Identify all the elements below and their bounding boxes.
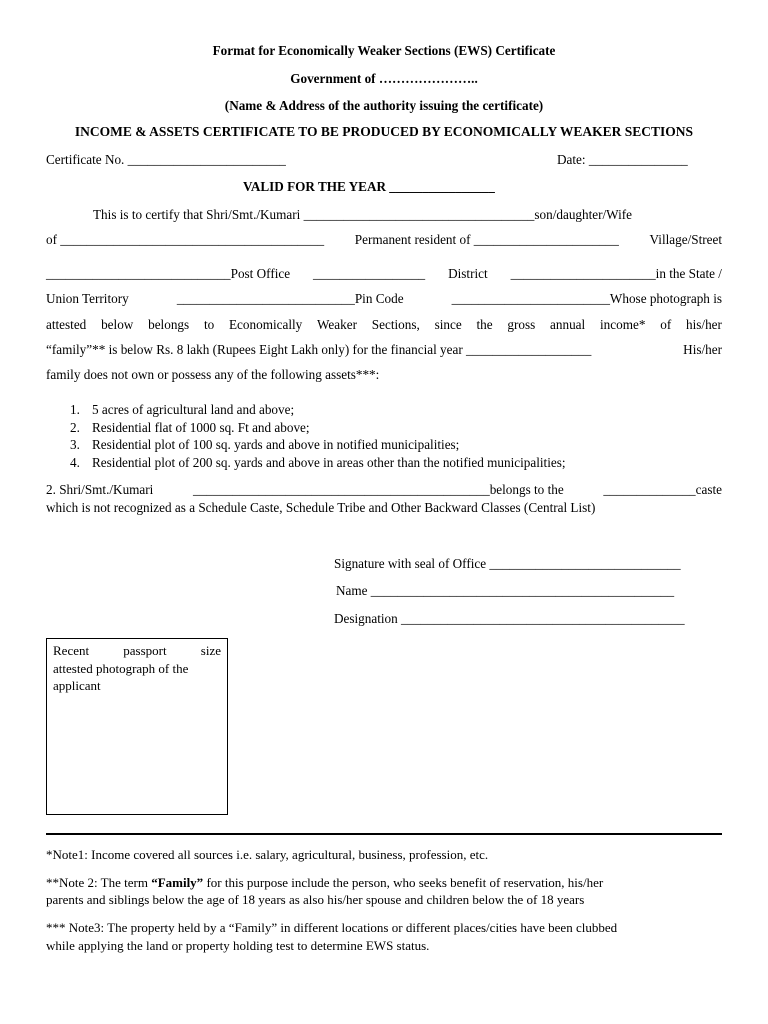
list-text: Residential plot of 100 sq. yards and above in notified municipalities;: [92, 437, 460, 452]
body-line-2-part: Village/Street: [649, 232, 722, 247]
body-line-1: This is to certify that Shri/Smt./Kumari ___________________________________son/daughter/Wife: [93, 207, 633, 222]
body-line-2-part: of ________________________________________: [46, 232, 325, 247]
certificate-date: Date: _______________: [557, 152, 688, 167]
word: gross: [507, 317, 536, 332]
word: below: [101, 317, 134, 332]
word: passport: [123, 643, 167, 658]
note-2-line-2: parents and siblings below the age of 18 years as also his/her spouse and children below the of 18 years: [46, 892, 585, 907]
photo-placeholder-box: [46, 638, 228, 815]
photo-text-line: attested photograph of the: [53, 660, 189, 676]
form-title: Format for Economically Weaker Sections (EWS) Certificate: [212, 43, 556, 58]
body-line-3-part: ______________________in the State /: [510, 266, 722, 281]
note-1: *Note1: Income covered all sources i.e. salary, agricultural, business, profession, etc.: [46, 847, 489, 862]
caste-line-1-part: _____________________________________________belongs to the: [192, 482, 564, 497]
notes-divider: [46, 833, 722, 835]
certificate-number: Certificate No. ________________________: [46, 152, 286, 167]
signature-name: Name ______________________________________________: [336, 583, 675, 598]
word: Weaker: [317, 317, 357, 332]
body-line-3-part: ____________________________Post Office: [46, 266, 291, 281]
note-2-family-term: “Family”: [151, 875, 204, 890]
list-number: 3.: [70, 437, 80, 452]
caste-line-1-part: ______________caste: [603, 482, 722, 497]
body-line-7: family does not own or possess any of the following assets***:: [46, 367, 380, 382]
word: the: [476, 317, 493, 332]
list-text: Residential flat of 1000 sq. Ft and above;: [92, 419, 310, 435]
signature-designation: Designation ___________________________________________: [334, 611, 685, 626]
caste-line-1: [46, 482, 722, 498]
list-item: [70, 419, 566, 437]
word: Economically: [229, 317, 303, 332]
body-line-5: [46, 317, 722, 333]
list-text: 5 acres of agricultural land and above;: [92, 402, 295, 417]
government-line: Government of …………………..: [290, 71, 478, 86]
list-number: 4.: [70, 454, 80, 470]
note-3: *** Note3: The property held by a “Family” in different locations or different places/cities have been clubbed: [46, 920, 618, 935]
list-item: [70, 454, 566, 472]
list-item: [70, 436, 566, 454]
word: of: [660, 317, 672, 332]
word: to: [203, 317, 215, 332]
body-line-4-part: Union Territory: [46, 291, 129, 306]
note-2-prefix: **Note 2: The term: [46, 875, 152, 890]
body-line-6-part: His/her: [683, 342, 722, 357]
note-3-line-2: while applying the land or property holding test to determine EWS status.: [46, 938, 430, 953]
list-item: [70, 401, 566, 419]
authority-line: (Name & Address of the authority issuing the certificate): [224, 98, 544, 113]
body-line-4-part: ________________________Whose photograph is: [451, 291, 722, 306]
word: his/her: [686, 317, 722, 332]
list-number: 1.: [70, 402, 80, 417]
body-line-3: [46, 266, 722, 282]
list-text: Residential plot of 200 sq. yards and above in areas other than the notified municipalities;: [92, 454, 566, 470]
caste-line-1-part: 2. Shri/Smt./Kumari: [46, 482, 154, 497]
word: attested: [46, 317, 87, 332]
body-line-4-part: ___________________________Pin Code: [176, 291, 404, 306]
word: annual: [550, 317, 586, 332]
body-line-3-part: _________________: [313, 266, 426, 281]
body-line-2: [46, 232, 722, 248]
word: size: [200, 643, 221, 658]
photo-text-line: [53, 642, 221, 660]
body-line-6-part: “family”** is below Rs. 8 lakh (Rupees Eight Lakh only) for the financial year ___________________: [46, 342, 592, 357]
assets-list: [70, 401, 566, 471]
body-line-4: [46, 291, 722, 307]
caste-line-2: which is not recognized as a Schedule Caste, Schedule Tribe and Other Backward Classes (Central List): [46, 500, 596, 515]
photo-text-line: applicant: [53, 678, 101, 693]
list-number: 2.: [70, 419, 80, 435]
word: Sections,: [371, 317, 420, 332]
word: belongs: [148, 317, 190, 332]
word: income*: [600, 317, 646, 332]
word: Recent: [53, 643, 90, 658]
note-2-text: for this purpose include the person, who seeks benefit of reservation, his/her: [203, 875, 604, 890]
body-line-2-part: Permanent resident of ______________________: [354, 232, 619, 247]
valid-year: VALID FOR THE YEAR ________________: [243, 179, 495, 194]
word: since: [434, 317, 462, 332]
signature-seal: Signature with seal of Office _____________________________: [334, 556, 681, 571]
certificate-heading: INCOME & ASSETS CERTIFICATE TO BE PRODUCED BY ECONOMICALLY WEAKER SECTIONS: [74, 124, 694, 139]
body-line-3-part: District: [448, 266, 488, 281]
body-line-6: [46, 342, 722, 358]
note-2: [46, 874, 726, 891]
